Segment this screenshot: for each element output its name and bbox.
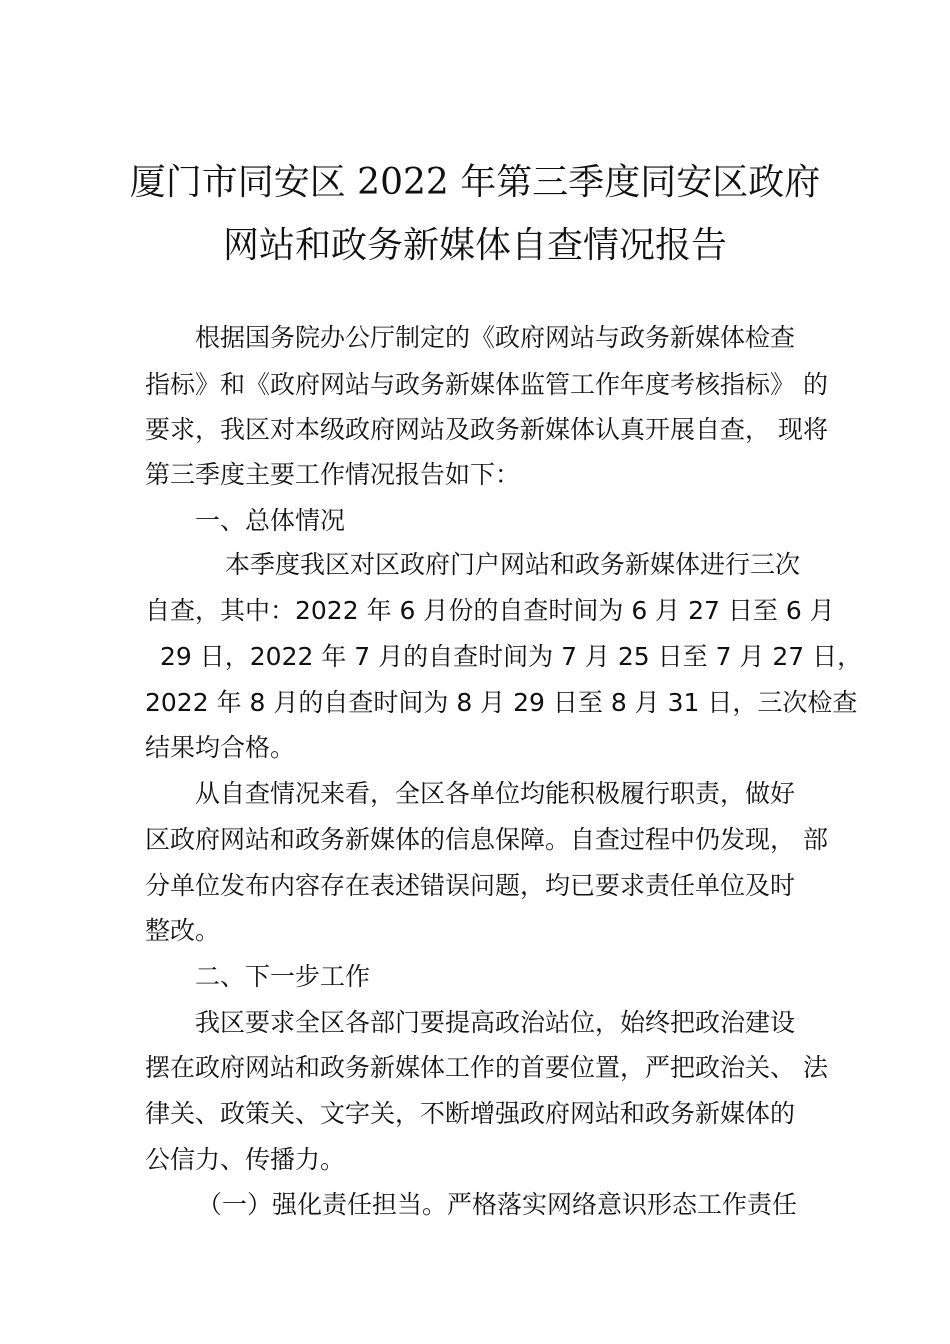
findings-line-3: 分单位发布内容存在表述错误问题，均已要求责任单位及时 (145, 871, 796, 900)
document-title-line-1: 厦门市同安区 2022 年第三季度同安区政府 (129, 162, 821, 203)
nextsteps-line-2: 摆在政府网站和政务新媒体工作的首要位置，严把政治关、 法 (145, 1053, 828, 1082)
nextsteps-line-3: 律关、政策关、文字关，不断增强政府网站和政务新媒体的 (145, 1099, 796, 1128)
overview-line-3: 29 日，2022 年 7 月的自查时间为 7 月 25 日至 7 月 27 日， (160, 642, 863, 671)
document-title-line-2: 网站和政务新媒体自查情况报告 (222, 225, 727, 266)
overview-line-5: 结果均合格。 (145, 733, 296, 762)
findings-line-1: 从自查情况来看，全区各单位均能积极履行职责，做好 (195, 779, 796, 808)
overview-line-4: 2022 年 8 月的自查时间为 8 月 29 日至 8 月 31 日，三次检查 (145, 688, 858, 717)
section-heading-next-steps: 二、下一步工作 (195, 962, 371, 991)
findings-line-4: 整改。 (145, 916, 221, 945)
overview-line-1: 本季度我区对区政府门户网站和政务新媒体进行三次 (225, 550, 801, 579)
intro-line-2: 指标》和《政府网站与政务新媒体监管工作年度考核指标》 的 (145, 370, 828, 399)
findings-line-2: 区政府网站和政务新媒体的信息保障。自查过程中仍发现， 部 (145, 825, 828, 854)
intro-line-1: 根据国务院办公厅制定的《政府网站与政务新媒体检查 (195, 323, 796, 352)
section-heading-overview: 一、总体情况 (195, 506, 346, 535)
item-1-line: （一）强化责任担当。严格落实网络意识形态工作责任 (197, 1190, 798, 1219)
overview-line-2: 自查，其中：2022 年 6 月份的自查时间为 6 月 27 日至 6 月 (145, 596, 835, 625)
intro-line-3: 要求，我区对本级政府网站及政务新媒体认真开展自查， 现将 (145, 415, 828, 444)
intro-line-4: 第三季度主要工作情况报告如下： (145, 460, 521, 489)
nextsteps-line-1: 我区要求全区各部门要提高政治站位，始终把政治建设 (195, 1008, 796, 1037)
nextsteps-line-4: 公信力、传播力。 (145, 1145, 346, 1174)
